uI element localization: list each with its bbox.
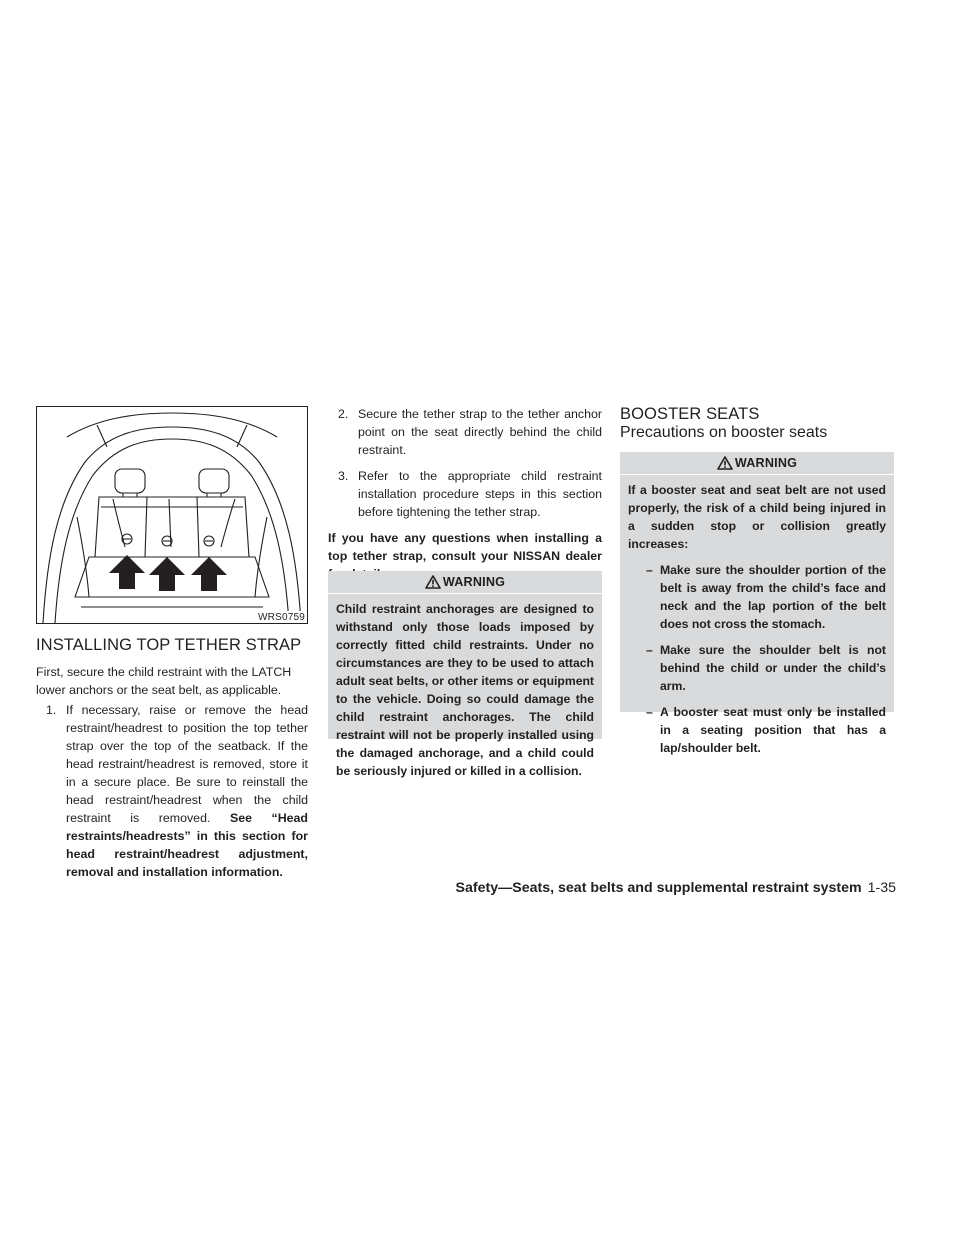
warning-box-booster bbox=[620, 452, 894, 755]
page-number: 1-35 bbox=[867, 880, 896, 896]
step-2 bbox=[328, 405, 602, 459]
figure-code: WRS0759 bbox=[255, 611, 307, 623]
dash-bullet: – bbox=[646, 563, 653, 577]
step-3-text: Refer to the appropriate child restraint installation procedure steps in this section before tightening the tether strap. bbox=[358, 469, 602, 519]
warning-content bbox=[620, 475, 894, 765]
warning-item-text: A booster seat must only be installed in a seating position that has a lap/shoulder belt. bbox=[660, 705, 886, 755]
warning-intro: If a booster seat and seat belt are not used properly, the risk of a child being injured in a sudden stop or collision greatly increases: bbox=[628, 483, 886, 551]
subsection-title-precautions: Precautions on booster seats bbox=[620, 424, 828, 441]
warning-list-item bbox=[628, 561, 886, 633]
warning-item-text: Make sure the shoulder portion of the belt is away from the child’s face and neck and the lap portion of the belt does not cross the stomach. bbox=[660, 563, 886, 631]
warning-item-text: Make sure the shoulder belt is not behind the child or under the child’s arm. bbox=[660, 643, 886, 693]
warning-header bbox=[620, 452, 894, 475]
rear-seat-illustration bbox=[36, 406, 308, 624]
step-1 bbox=[36, 701, 308, 881]
intro-paragraph: First, secure the child restraint with the LATCH lower anchors or the seat belt, as applicable. bbox=[36, 665, 292, 697]
rear-seat-tether-anchor-illustration bbox=[37, 407, 307, 623]
step-2-text: Secure the tether strap to the tether anchor point on the seat directly behind the child restraint. bbox=[358, 407, 602, 457]
chapter-title: Safety—Seats, seat belts and supplemental restraint system bbox=[455, 880, 862, 896]
step-1-text: If necessary, raise or remove the head restraint/headrest to position the top tether strap over the top of the seatback. If the head restraint/headrest is removed, store it in a secure place. Be sure to reinstall the head restraint/headrest when the child restraint is removed. bbox=[66, 703, 308, 825]
warning-title: WARNING bbox=[442, 575, 506, 589]
step-1-number: 1. bbox=[46, 703, 57, 717]
warning-triangle-icon bbox=[717, 456, 733, 470]
section-title-booster-seats: BOOSTER SEATS bbox=[620, 405, 760, 423]
step-1-reference: See “Head restraints/headrests” in this section for head restraint/headrest adjustment, removal and installation information. bbox=[66, 811, 308, 879]
warning-box-anchorages bbox=[328, 571, 602, 778]
dash-bullet: – bbox=[646, 705, 653, 719]
dealer-note: If you have any questions when installing a top tether strap, consult your NISSAN dealer bbox=[328, 531, 602, 563]
step-2-number: 2. bbox=[338, 407, 349, 421]
section1-continued bbox=[328, 405, 602, 583]
warning-text: Child restraint anchorages are designed to withstand only those loads imposed by correctly fitted child restraints. Under no circumstances are they to be used to attach adult seat belts, or other items or equipment to the vehicle. Doing so could damage the child restraint anchorages. The child restraint will not be properly installed using the damaged anchorage, and a child could be seriously injured or killed in a collision. bbox=[336, 602, 594, 778]
section1-body bbox=[36, 663, 308, 881]
warning-list-item bbox=[628, 641, 886, 695]
page-footer bbox=[426, 880, 896, 896]
warning-header bbox=[328, 571, 602, 594]
step-3-number: 3. bbox=[338, 469, 349, 483]
warning-triangle-icon bbox=[425, 575, 441, 589]
step-3 bbox=[328, 467, 602, 521]
section-title-top-tether: INSTALLING TOP TETHER STRAP bbox=[36, 636, 302, 654]
warning-title: WARNING bbox=[734, 456, 798, 470]
warning-list-item bbox=[628, 703, 886, 757]
dash-bullet: – bbox=[646, 643, 653, 657]
